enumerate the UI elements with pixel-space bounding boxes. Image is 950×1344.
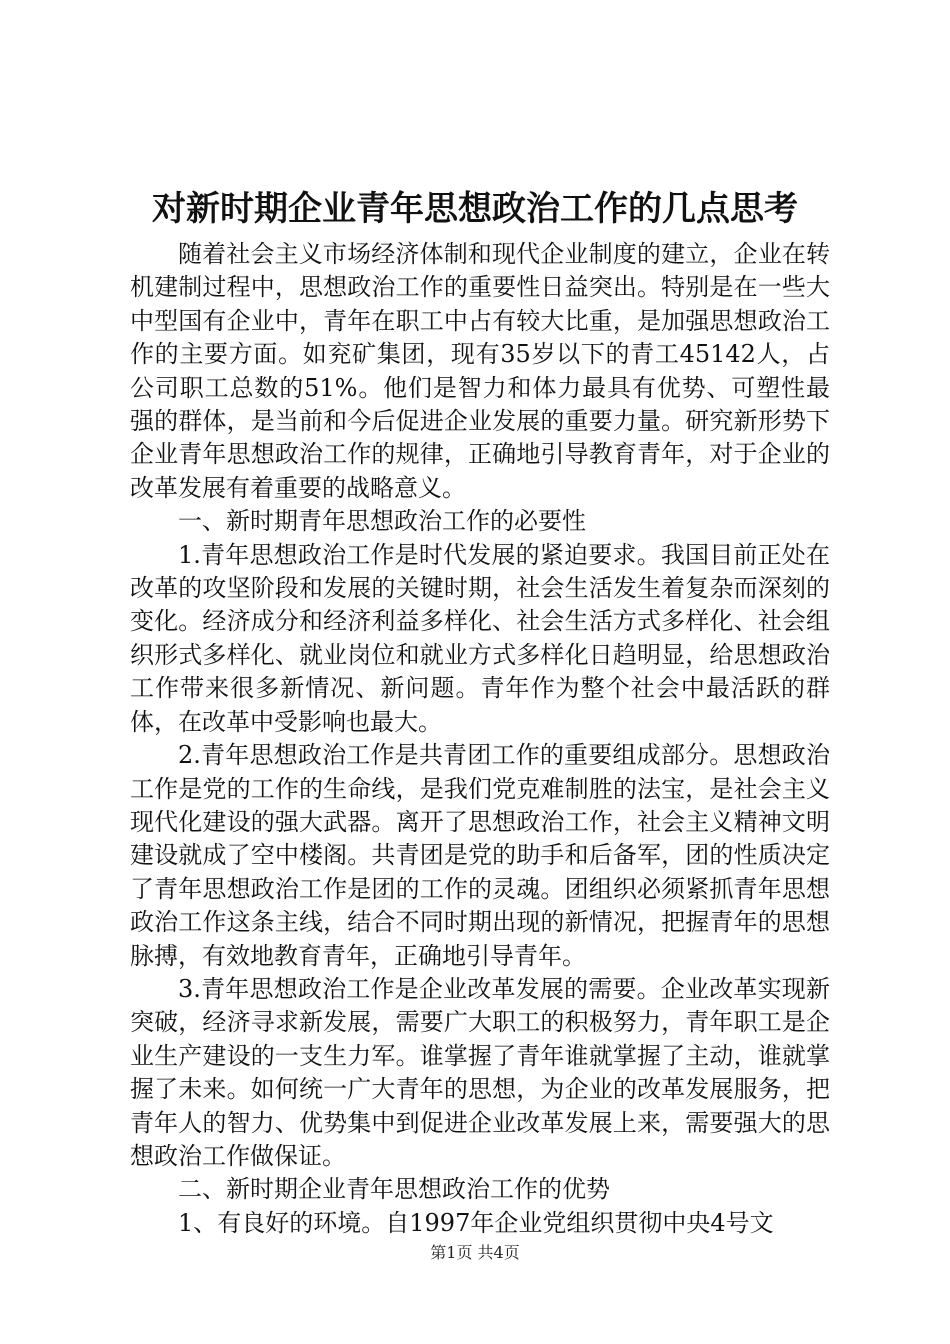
paragraph-point-2: 2.青年思想政治工作是共青团工作的重要组成部分。思想政治工作是党的工作的生命线，是我们党克难制胜的法宝，是社会主义现代化建设的强大武器。离开了思想政治工作，社会主义精神文明建设就成了空中楼阁。共青团是党的助手和后备军，团的性质决定了青年思想政治工作是团的工作的灵魂。团组织必须紧抓青年思想政治工作这条主线，结合不同时期出现的新情况，把握青年的思想脉搏，有效地教育青年，正确地引导青年。: [130, 741, 830, 970]
page-number-footer: 第1页 共4页: [430, 1243, 520, 1262]
paragraph-point-1: 1.青年思想政治工作是时代发展的紧迫要求。我国目前正处在改革的攻坚阶段和发展的关键时期，社会生活发生着复杂而深刻的变化。经济成分和经济利益多样化、社会生活方式多样化、社会组织形式多样化、就业岗位和就业方式多样化日趋明显，给思想政治工作带来很多新情况、新问题。青年作为整个社会中最活跃的群体，在改革中受影响也最大。: [130, 540, 830, 736]
document-body: [130, 238, 830, 1240]
paragraph-point-3: 3.青年思想政治工作是企业改革发展的需要。企业改革实现新突破，经济寻求新发展，需要广大职工的积极努力，青年职工是企业生产建设的一支生力军。谁掌握了青年谁就掌握了主动，谁就掌握了未来。如何统一广大青年的思想，为企业的改革发展服务，把青年人的智力、优势集中到促进企业改革发展上来，需要强大的思想政治工作做保证。: [130, 974, 830, 1170]
section-heading-2: 二、新时期企业青年思想政治工作的优势: [178, 1175, 610, 1204]
document-title: 对新时期企业青年思想政治工作的几点思考: [152, 189, 798, 229]
paragraph-intro: 随着社会主义市场经济体制和现代企业制度的建立，企业在转机建制过程中，思想政治工作的重要性日益突出。特别是在一些大中型国有企业中，青年在职工中占有较大比重，是加强思想政治工作的主要方面。如兖矿集团，现有35岁以下的青工45142人，占公司职工总数的51%。他们是智力和体力最具有优势、可塑性最强的群体，是当前和今后促进企业发展的重要力量。研究新形势下企业青年思想政治工作的规律，正确地引导教育青年，对于企业的改革发展有着重要的战略意义。: [130, 240, 830, 502]
paragraph-advantage-1: 1、有良好的环境。自1997年企业党组织贯彻中央4号文: [178, 1208, 774, 1237]
section-heading-1: 一、新时期青年思想政治工作的必要性: [178, 507, 586, 536]
